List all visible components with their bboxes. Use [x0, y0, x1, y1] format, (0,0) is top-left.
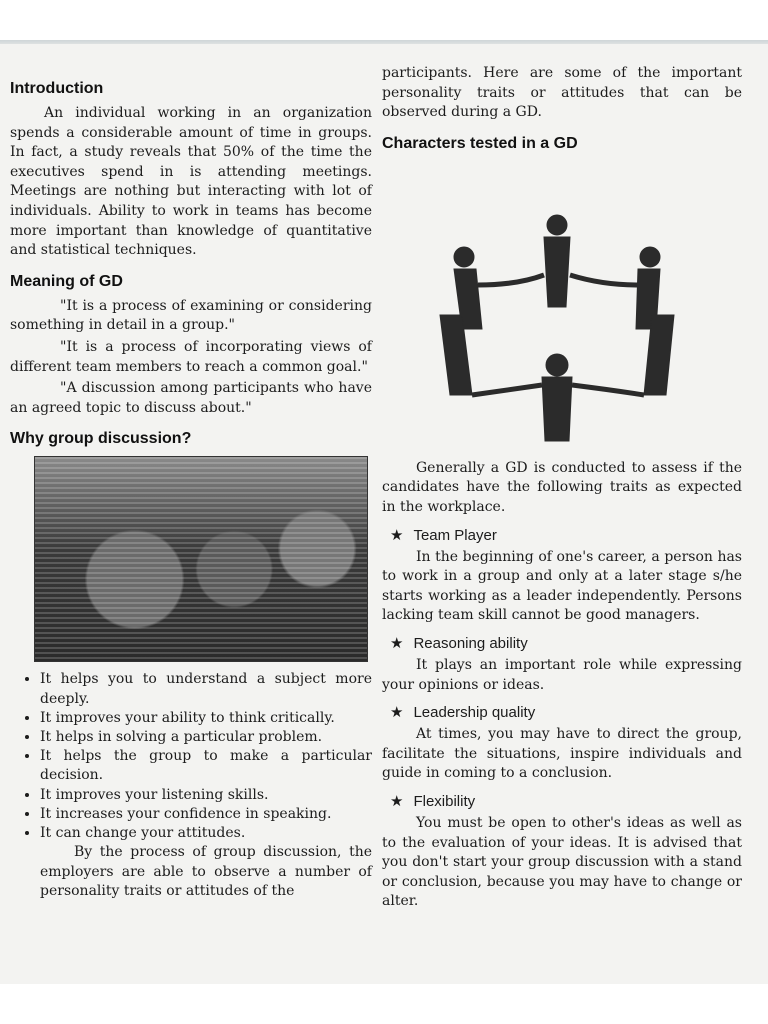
list-item: • It helps you to understand a subject more deeply. [40, 670, 372, 708]
right-column [382, 64, 742, 912]
trait-title-leadership-quality: ★ Leadership quality [390, 704, 536, 722]
closing-paragraph: By the process of group discussion, the employers are able to observe a number of personality traits or attitudes of the [40, 844, 372, 900]
meaning-heading: Meaning of GD [10, 272, 123, 290]
star-icon: ★ [390, 634, 404, 652]
definition-quote-2: "It is a process of incorporating views of different team members to reach a common goal." [10, 338, 372, 375]
trait-title-team-player: ★ Team Player [390, 526, 497, 544]
left-column [10, 80, 372, 902]
definition-quote-3: "A discussion among participants who have an agreed topic to discuss about." [10, 380, 372, 416]
trait-title-flexibility: ★ Flexibility [390, 792, 476, 810]
characters-tested-heading: Characters tested in a GD [382, 134, 578, 152]
introduction-heading: Introduction [10, 80, 104, 97]
why-group-discussion-heading: Why group discussion? [10, 430, 192, 448]
people-circle-illustration [432, 205, 682, 445]
trait-text-flexibility: You must be open to other's ideas as well as to the evaluation of your ideas. It is advised that you don't start your group discussion with a stand or conclusion, because you may have to change or alter. [382, 814, 742, 910]
list-item: • It improves your ability to think critically. [40, 709, 372, 728]
definition-quote-1: "It is a process of examining or considering something in detail in a group." [10, 297, 372, 334]
star-icon: ★ [390, 526, 404, 544]
group-meeting-photo [34, 456, 368, 662]
list-item: • It helps in solving a particular problem. [40, 728, 372, 747]
trait-text-leadership-quality: At times, you may have to direct the group, facilitate the situations, inspire individuals and guide in coming to a conclusion. [382, 726, 742, 782]
list-item: • It improves your listening skills. [40, 786, 372, 805]
trait-text-team-player: In the beginning of one's career, a person has to work in a group and only at a later stage s/he starts working as a leader independently. Persons lacking team skill cannot be good managers. [382, 548, 742, 624]
assessment-paragraph: Generally a GD is conducted to assess if the candidates have the following traits as expected in the workplace. [382, 459, 742, 515]
list-item: • It increases your confidence in speaking. [40, 805, 372, 824]
trait-title-reasoning-ability: ★ Reasoning ability [390, 634, 528, 652]
introduction-paragraph: An individual working in an organization spends a considerable amount of time in groups. In fact, a study reveals that 50% of the time the executives spend in is attending meetings. Meetings are nothing but interacting with lot of individuals. Ability to work in teams has become more important than knowledge of quantitative and statistical techniques. [10, 105, 372, 259]
star-icon: ★ [390, 792, 404, 810]
list-item: • It helps the group to make a particular decision. [40, 747, 372, 785]
list-item: • It can change your attitudes. [40, 824, 372, 843]
continuation-paragraph: participants. Here are some of the important personality traits or attitudes that can be observed during a GD. [382, 65, 742, 121]
benefits-list [10, 670, 372, 843]
trait-text-reasoning-ability: It plays an important role while expressing your opinions or ideas. [382, 656, 742, 693]
star-icon: ★ [390, 704, 404, 722]
